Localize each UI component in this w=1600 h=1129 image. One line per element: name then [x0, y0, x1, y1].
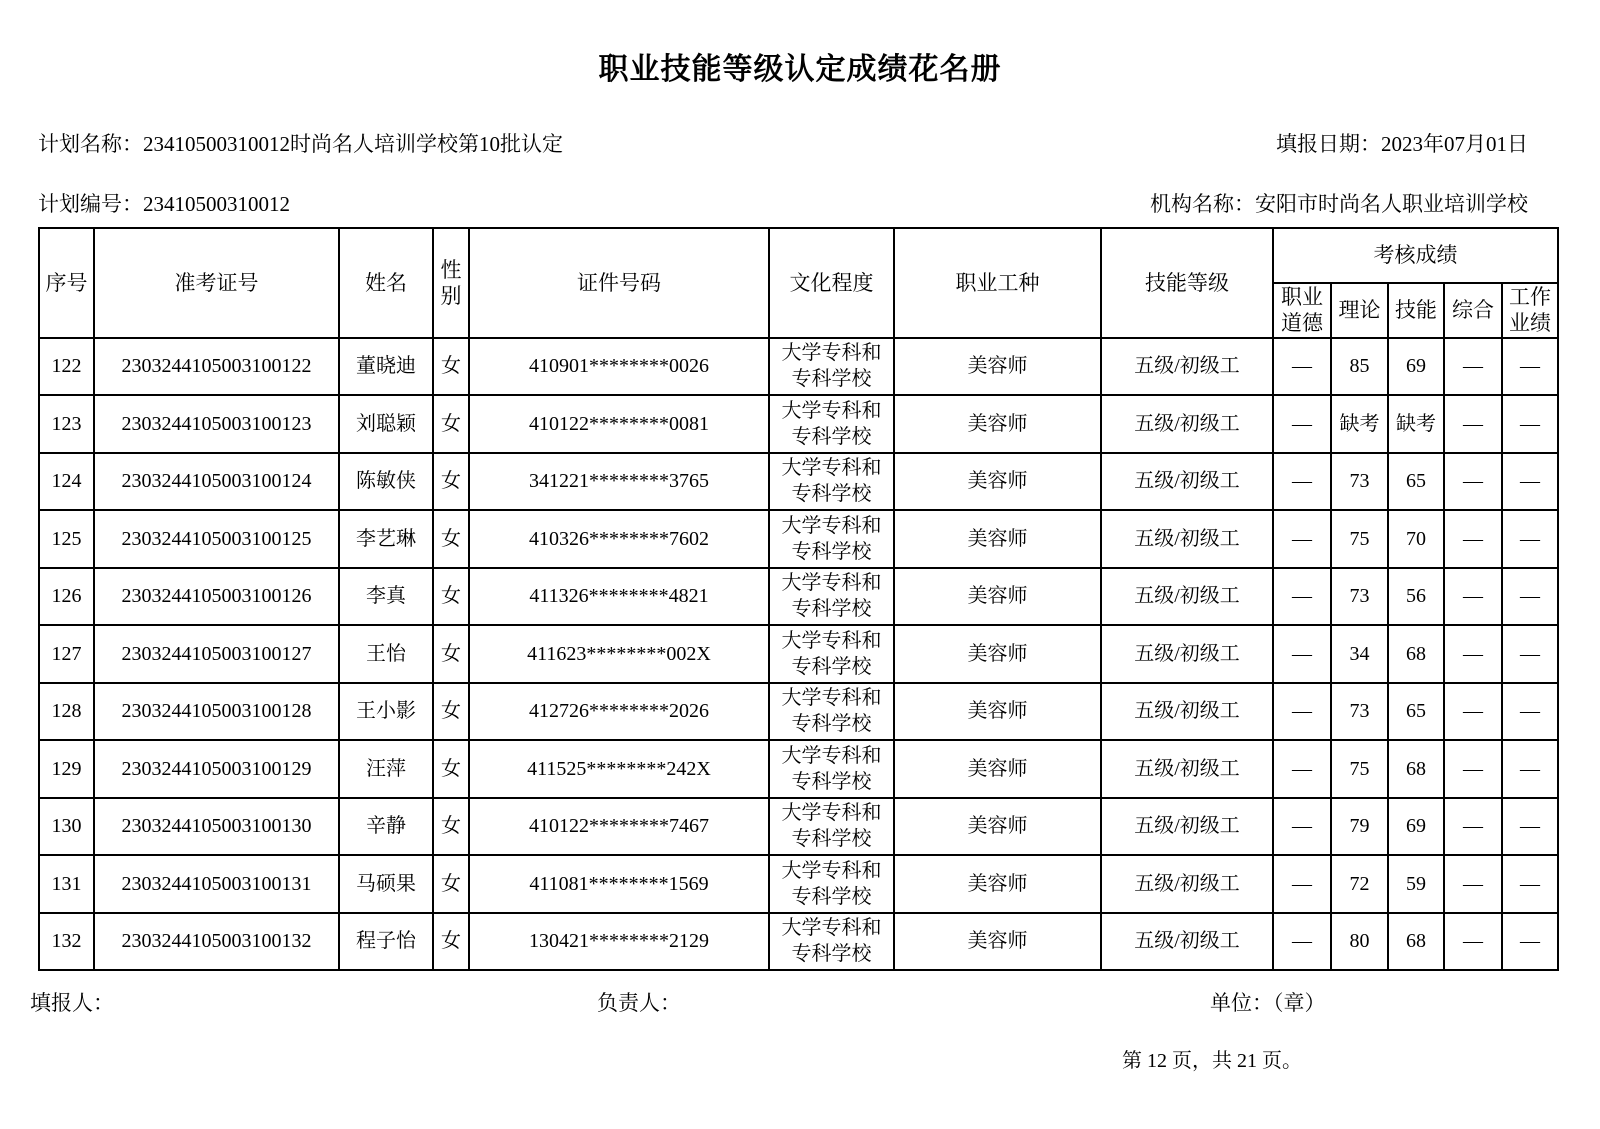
plan-name: 计划名称：23410500310012时尚名人培训学校第10批认定 — [38, 132, 563, 156]
cell-score-theory: 缺考 — [1331, 395, 1388, 453]
cell-name: 李真 — [339, 568, 433, 626]
cell-score-comprehensive: — — [1444, 338, 1502, 396]
cell-score-comprehensive: — — [1444, 740, 1502, 798]
cell-name: 王怡 — [339, 625, 433, 683]
cell-score-comprehensive: — — [1444, 510, 1502, 568]
cell-ticket: 2303244105003100131 — [94, 855, 339, 913]
cell-level: 五级/初级工 — [1101, 338, 1273, 396]
page-indicator: 第 12 页，共 21 页。 — [1122, 1050, 1302, 1072]
cell-score-comprehensive: — — [1444, 453, 1502, 511]
cell-ticket: 2303244105003100123 — [94, 395, 339, 453]
cell-ticket: 2303244105003100129 — [94, 740, 339, 798]
cell-name: 马硕果 — [339, 855, 433, 913]
cell-score-ethics: — — [1273, 855, 1331, 913]
cell-score-comprehensive: — — [1444, 855, 1502, 913]
cell-score-theory: 34 — [1331, 625, 1388, 683]
cell-occupation: 美容师 — [894, 510, 1101, 568]
page-title: 职业技能等级认定成绩花名册 — [598, 53, 1002, 86]
cell-id-number: 411623********002X — [469, 625, 769, 683]
cell-id-number: 341221********3765 — [469, 453, 769, 511]
cell-ticket: 2303244105003100132 — [94, 913, 339, 971]
cell-occupation: 美容师 — [894, 625, 1101, 683]
cell-score-skill: 68 — [1388, 913, 1444, 971]
manager-label: 负责人： — [597, 991, 681, 1015]
col-header-education: 文化程度 — [769, 228, 894, 338]
cell-occupation: 美容师 — [894, 453, 1101, 511]
cell-score-skill: 56 — [1388, 568, 1444, 626]
cell-occupation: 美容师 — [894, 338, 1101, 396]
report-date: 填报日期：2023年07月01日 — [1276, 132, 1528, 156]
cell-score-skill: 70 — [1388, 510, 1444, 568]
cell-id-number: 410326********7602 — [469, 510, 769, 568]
cell-score-theory: 80 — [1331, 913, 1388, 971]
cell-ticket: 2303244105003100124 — [94, 453, 339, 511]
score-table-body — [39, 338, 1558, 971]
cell-education: 大学专科和专科学校 — [769, 338, 894, 396]
cell-occupation: 美容师 — [894, 740, 1101, 798]
cell-education: 大学专科和专科学校 — [769, 798, 894, 856]
cell-gender: 女 — [433, 338, 469, 396]
cell-score-ethics: — — [1273, 338, 1331, 396]
cell-education: 大学专科和专科学校 — [769, 625, 894, 683]
cell-occupation: 美容师 — [894, 855, 1101, 913]
signature-row — [0, 989, 1600, 1019]
cell-gender: 女 — [433, 798, 469, 856]
cell-score-theory: 72 — [1331, 855, 1388, 913]
cell-gender: 女 — [433, 395, 469, 453]
cell-level: 五级/初级工 — [1101, 798, 1273, 856]
cell-level: 五级/初级工 — [1101, 625, 1273, 683]
cell-score-work: — — [1502, 798, 1558, 856]
col-header-score-work: 工作业绩 — [1502, 283, 1558, 338]
col-header-name: 姓名 — [339, 228, 433, 338]
cell-score-skill: 68 — [1388, 740, 1444, 798]
cell-seq: 122 — [39, 338, 94, 396]
cell-gender: 女 — [433, 913, 469, 971]
table-row — [39, 510, 1558, 568]
cell-ticket: 2303244105003100125 — [94, 510, 339, 568]
cell-score-skill: 65 — [1388, 453, 1444, 511]
cell-name: 陈敏侠 — [339, 453, 433, 511]
cell-education: 大学专科和专科学校 — [769, 683, 894, 741]
cell-score-ethics: — — [1273, 510, 1331, 568]
table-row — [39, 740, 1558, 798]
cell-id-number: 411081********1569 — [469, 855, 769, 913]
cell-level: 五级/初级工 — [1101, 740, 1273, 798]
cell-gender: 女 — [433, 510, 469, 568]
cell-gender: 女 — [433, 568, 469, 626]
cell-score-skill: 69 — [1388, 798, 1444, 856]
cell-seq: 126 — [39, 568, 94, 626]
cell-score-theory: 85 — [1331, 338, 1388, 396]
cell-score-work: — — [1502, 683, 1558, 741]
cell-ticket: 2303244105003100127 — [94, 625, 339, 683]
cell-score-ethics: — — [1273, 798, 1331, 856]
cell-level: 五级/初级工 — [1101, 453, 1273, 511]
col-header-gender: 性别 — [433, 228, 469, 338]
cell-score-comprehensive: — — [1444, 395, 1502, 453]
cell-seq: 128 — [39, 683, 94, 741]
cell-score-work: — — [1502, 913, 1558, 971]
cell-level: 五级/初级工 — [1101, 568, 1273, 626]
cell-score-ethics: — — [1273, 625, 1331, 683]
cell-ticket: 2303244105003100122 — [94, 338, 339, 396]
cell-name: 王小影 — [339, 683, 433, 741]
table-row — [39, 913, 1558, 971]
col-header-score-group: 考核成绩 — [1273, 228, 1558, 283]
cell-level: 五级/初级工 — [1101, 855, 1273, 913]
cell-ticket: 2303244105003100130 — [94, 798, 339, 856]
cell-score-work: — — [1502, 338, 1558, 396]
cell-level: 五级/初级工 — [1101, 683, 1273, 741]
cell-score-comprehensive: — — [1444, 568, 1502, 626]
table-row — [39, 338, 1558, 396]
cell-seq: 125 — [39, 510, 94, 568]
cell-occupation: 美容师 — [894, 568, 1101, 626]
table-row — [39, 798, 1558, 856]
table-row — [39, 625, 1558, 683]
table-row — [39, 453, 1558, 511]
cell-score-ethics: — — [1273, 683, 1331, 741]
cell-name: 董晓迪 — [339, 338, 433, 396]
cell-score-skill: 59 — [1388, 855, 1444, 913]
cell-seq: 132 — [39, 913, 94, 971]
cell-seq: 124 — [39, 453, 94, 511]
unit-seal-label: 单位：（章） — [1210, 991, 1326, 1015]
cell-name: 程子怡 — [339, 913, 433, 971]
col-header-occupation: 职业工种 — [894, 228, 1101, 338]
table-row — [39, 568, 1558, 626]
col-header-ticket: 准考证号 — [94, 228, 339, 338]
cell-score-skill: 缺考 — [1388, 395, 1444, 453]
cell-gender: 女 — [433, 625, 469, 683]
cell-score-skill: 68 — [1388, 625, 1444, 683]
cell-score-comprehensive: — — [1444, 683, 1502, 741]
cell-name: 辛静 — [339, 798, 433, 856]
col-header-level: 技能等级 — [1101, 228, 1273, 338]
cell-score-work: — — [1502, 740, 1558, 798]
cell-education: 大学专科和专科学校 — [769, 568, 894, 626]
cell-seq: 130 — [39, 798, 94, 856]
table-row — [39, 395, 1558, 453]
cell-education: 大学专科和专科学校 — [769, 510, 894, 568]
col-header-score-theory: 理论 — [1331, 283, 1388, 338]
cell-education: 大学专科和专科学校 — [769, 855, 894, 913]
cell-score-ethics: — — [1273, 395, 1331, 453]
cell-score-work: — — [1502, 568, 1558, 626]
col-header-score-skill: 技能 — [1388, 283, 1444, 338]
cell-score-theory: 79 — [1331, 798, 1388, 856]
cell-score-ethics: — — [1273, 453, 1331, 511]
cell-occupation: 美容师 — [894, 683, 1101, 741]
cell-id-number: 412726********2026 — [469, 683, 769, 741]
col-header-id-number: 证件号码 — [469, 228, 769, 338]
cell-id-number: 410122********0081 — [469, 395, 769, 453]
org-name: 机构名称：安阳市时尚名人职业培训学校 — [1150, 192, 1528, 216]
plan-code: 计划编号：23410500310012 — [38, 192, 290, 216]
cell-seq: 131 — [39, 855, 94, 913]
cell-education: 大学专科和专科学校 — [769, 453, 894, 511]
cell-score-work: — — [1502, 510, 1558, 568]
cell-occupation: 美容师 — [894, 395, 1101, 453]
cell-level: 五级/初级工 — [1101, 395, 1273, 453]
cell-score-comprehensive: — — [1444, 625, 1502, 683]
cell-seq: 123 — [39, 395, 94, 453]
col-header-seq: 序号 — [39, 228, 94, 338]
table-row — [39, 855, 1558, 913]
cell-ticket: 2303244105003100128 — [94, 683, 339, 741]
cell-score-ethics: — — [1273, 740, 1331, 798]
cell-gender: 女 — [433, 855, 469, 913]
cell-level: 五级/初级工 — [1101, 510, 1273, 568]
col-header-score-comprehensive: 综合 — [1444, 283, 1502, 338]
cell-education: 大学专科和专科学校 — [769, 395, 894, 453]
col-header-score-ethics: 职业道德 — [1273, 283, 1331, 338]
cell-score-theory: 75 — [1331, 510, 1388, 568]
cell-occupation: 美容师 — [894, 798, 1101, 856]
meta-row-2 — [38, 190, 1562, 218]
cell-ticket: 2303244105003100126 — [94, 568, 339, 626]
cell-score-work: — — [1502, 395, 1558, 453]
score-table — [38, 227, 1559, 971]
cell-score-theory: 75 — [1331, 740, 1388, 798]
cell-id-number: 130421********2129 — [469, 913, 769, 971]
header-row-top — [39, 228, 1558, 283]
cell-id-number: 410122********7467 — [469, 798, 769, 856]
cell-score-skill: 65 — [1388, 683, 1444, 741]
cell-name: 汪萍 — [339, 740, 433, 798]
cell-name: 李艺琳 — [339, 510, 433, 568]
cell-score-ethics: — — [1273, 913, 1331, 971]
table-row — [39, 683, 1558, 741]
cell-seq: 127 — [39, 625, 94, 683]
cell-occupation: 美容师 — [894, 913, 1101, 971]
cell-gender: 女 — [433, 453, 469, 511]
cell-id-number: 410901********0026 — [469, 338, 769, 396]
cell-score-skill: 69 — [1388, 338, 1444, 396]
cell-score-ethics: — — [1273, 568, 1331, 626]
meta-row-1 — [38, 130, 1562, 158]
cell-score-theory: 73 — [1331, 453, 1388, 511]
cell-seq: 129 — [39, 740, 94, 798]
cell-level: 五级/初级工 — [1101, 913, 1273, 971]
cell-score-comprehensive: — — [1444, 913, 1502, 971]
filler-label: 填报人： — [30, 991, 114, 1015]
cell-education: 大学专科和专科学校 — [769, 913, 894, 971]
cell-education: 大学专科和专科学校 — [769, 740, 894, 798]
cell-id-number: 411326********4821 — [469, 568, 769, 626]
cell-gender: 女 — [433, 740, 469, 798]
cell-id-number: 411525********242X — [469, 740, 769, 798]
cell-score-work: — — [1502, 625, 1558, 683]
cell-score-work: — — [1502, 453, 1558, 511]
cell-name: 刘聪颖 — [339, 395, 433, 453]
cell-score-comprehensive: — — [1444, 798, 1502, 856]
cell-score-theory: 73 — [1331, 683, 1388, 741]
cell-score-work: — — [1502, 855, 1558, 913]
cell-gender: 女 — [433, 683, 469, 741]
cell-score-theory: 73 — [1331, 568, 1388, 626]
